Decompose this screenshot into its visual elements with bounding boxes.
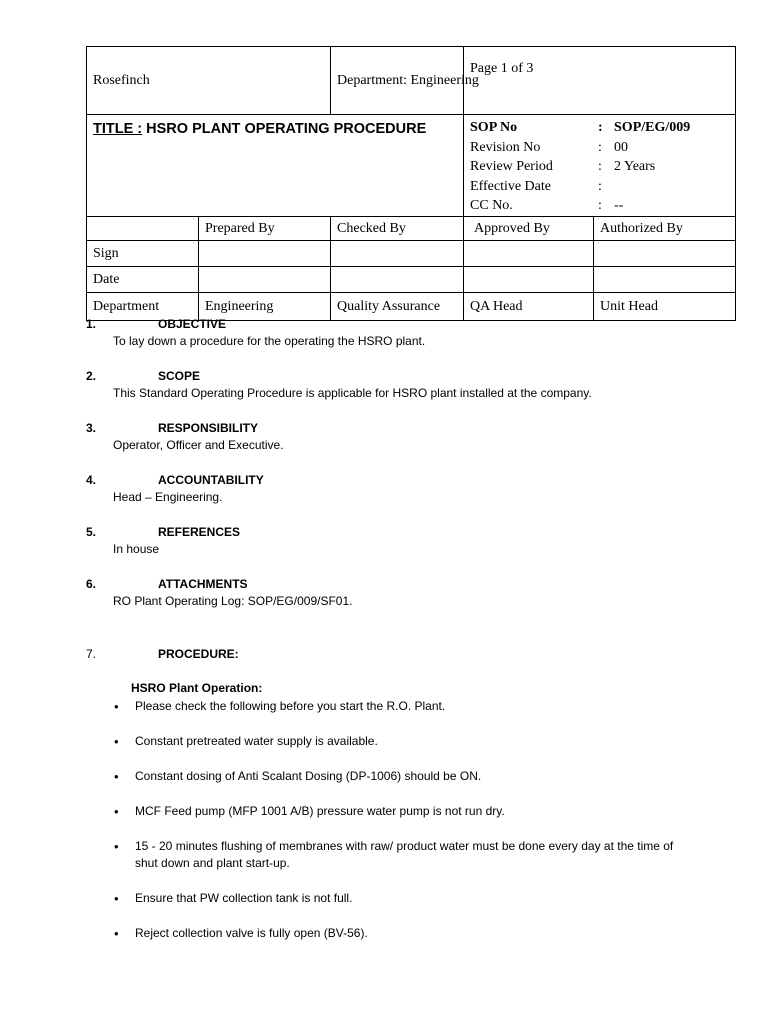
cc-no-value: --	[614, 198, 624, 213]
department-authorized: Unit Head	[594, 293, 736, 321]
section-text: Head – Engineering.	[113, 490, 223, 504]
list-item	[114, 890, 694, 907]
list-item-text: Reject collection valve is fully open (BV-56).	[135, 926, 368, 940]
document-title	[87, 115, 464, 217]
list-item-text: Please check the following before you start the R.O. Plant.	[135, 699, 446, 713]
prepared-by-header: Prepared By	[199, 217, 331, 241]
sop-details	[464, 115, 736, 217]
section-heading: ACCOUNTABILITY	[158, 473, 264, 487]
department-label: Department	[87, 293, 199, 321]
effective-date-sep: :	[598, 178, 602, 194]
page-number: Page 1 of 3	[464, 47, 736, 115]
sign-label: Sign	[87, 241, 199, 267]
section-text: RO Plant Operating Log: SOP/EG/009/SF01.	[113, 594, 353, 608]
sign-cell-approved	[464, 241, 594, 267]
section-text: This Standard Operating Procedure is applicable for HSRO plant installed at the company.	[113, 386, 592, 400]
sign-row	[87, 241, 736, 267]
list-item	[114, 838, 694, 872]
revision-label: Revision No	[470, 139, 541, 155]
bullet-icon: •	[114, 804, 119, 819]
list-item-text: Constant dosing of Anti Scalant Dosing (DP-1006) should be ON.	[135, 769, 482, 783]
section-heading: OBJECTIVE	[158, 317, 227, 331]
list-item-text: Ensure that PW collection tank is not full.	[135, 891, 353, 905]
header-title-row	[87, 115, 736, 217]
section-heading: RESPONSIBILITY	[158, 421, 259, 435]
department-checked: Quality Assurance	[331, 293, 464, 321]
bullet-icon: •	[114, 926, 119, 941]
cc-no-sep: :	[598, 198, 602, 213]
list-item-text: 15 - 20 minutes flushing of membranes with raw/ product water must be done every day at the time of shut down and plant start-up.	[135, 839, 674, 870]
sop-header-table	[86, 46, 736, 321]
date-cell-prepared	[199, 267, 331, 293]
empty-cell	[87, 217, 199, 241]
revision-sep: :	[598, 139, 602, 155]
section-number: 2.	[86, 369, 97, 383]
department-info: Department: Engineering	[331, 47, 464, 115]
date-cell-authorized	[594, 267, 736, 293]
checked-by-header: Checked By	[331, 217, 464, 241]
list-item	[114, 768, 694, 785]
section-number: 3.	[86, 421, 97, 435]
cc-no-label: CC No.	[470, 198, 513, 213]
procedure-bullet-list	[114, 698, 694, 960]
list-item	[114, 925, 694, 942]
effective-date-label: Effective Date	[470, 178, 551, 194]
revision-value: 00	[614, 139, 629, 155]
bullet-icon: •	[114, 891, 119, 906]
review-period-sep: :	[598, 159, 602, 174]
sop-no-label: SOP No	[470, 120, 518, 135]
section-text: To lay down a procedure for the operating the HSRO plant.	[113, 334, 426, 348]
signature-header-row	[87, 217, 736, 241]
header-top-row	[87, 47, 736, 115]
date-label: Date	[87, 267, 199, 293]
sign-cell-prepared	[199, 241, 331, 267]
company-name: Rosefinch	[87, 47, 331, 115]
list-item	[114, 698, 694, 715]
list-item-text: MCF Feed pump (MFP 1001 A/B) pressure water pump is not run dry.	[135, 804, 505, 818]
title-label: TITLE :	[93, 121, 143, 137]
department-approved: QA Head	[464, 293, 594, 321]
department-prepared: Engineering	[199, 293, 331, 321]
date-row	[87, 267, 736, 293]
section-number: 7.	[86, 647, 97, 661]
sop-no-sep: :	[598, 120, 603, 135]
sign-cell-authorized	[594, 241, 736, 267]
title-text: HSRO PLANT OPERATING PROCEDURE	[142, 121, 427, 137]
section-heading: SCOPE	[158, 369, 201, 383]
section-heading: PROCEDURE:	[158, 647, 239, 661]
list-item-text: Constant pretreated water supply is available.	[135, 734, 378, 748]
date-cell-approved	[464, 267, 594, 293]
bullet-icon: •	[114, 734, 119, 749]
review-period-label: Review Period	[470, 159, 553, 174]
list-item	[114, 733, 694, 750]
date-cell-checked	[331, 267, 464, 293]
procedure-subheading: HSRO Plant Operation:	[131, 681, 263, 695]
bullet-icon: •	[114, 699, 119, 714]
list-item	[114, 803, 694, 820]
section-number: 4.	[86, 473, 97, 487]
sop-no-value: SOP/EG/009	[614, 120, 691, 135]
authorized-by-header: Authorized By	[594, 217, 736, 241]
section-text: In house	[113, 542, 160, 556]
section-number: 5.	[86, 525, 97, 539]
bullet-icon: •	[114, 839, 119, 854]
approved-by-header: Approved By	[464, 217, 594, 241]
review-period-value: 2 Years	[614, 159, 656, 174]
sign-cell-checked	[331, 241, 464, 267]
section-heading: ATTACHMENTS	[158, 577, 248, 591]
section-text: Operator, Officer and Executive.	[113, 438, 284, 452]
bullet-icon: •	[114, 769, 119, 784]
section-heading: REFERENCES	[158, 525, 241, 539]
section-number: 1.	[86, 317, 97, 331]
effective-date-value	[614, 177, 729, 197]
section-number: 6.	[86, 577, 97, 591]
